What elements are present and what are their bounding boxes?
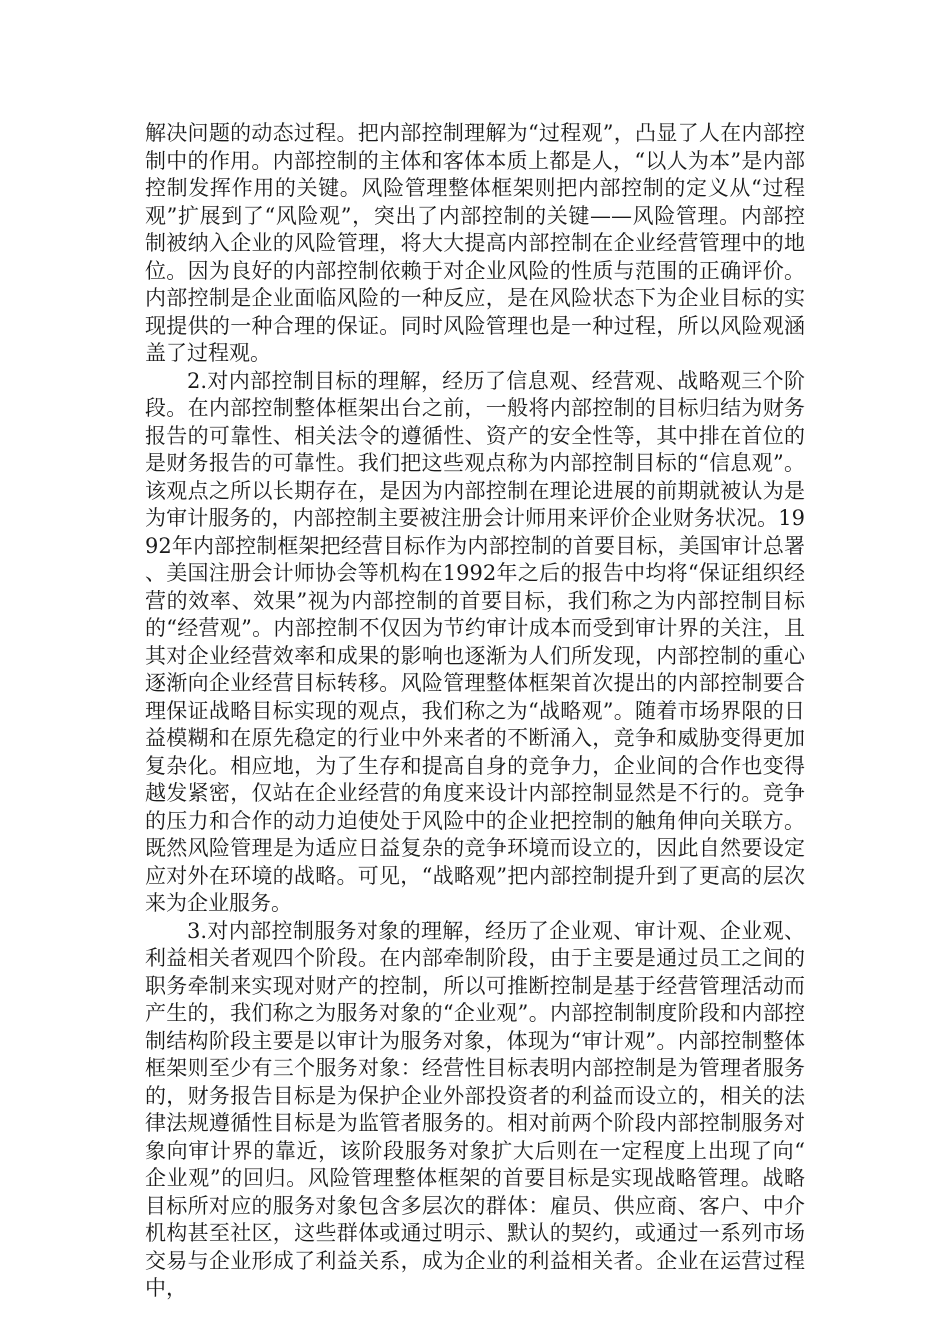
paragraph-control-objectives: 2.对内部控制目标的理解，经历了信息观、经营观、战略观三个阶段。在内部控制整体框架出台之前，一般将内部控制的目标归结为财务报告的可靠性、相关法令的遵循性、资产的安全性等，其中排在首位的是财务报告的可靠性。我们把这些观点称为内部控制目标的“信息观”。该观点之所以长期存在，是因为内部控制在理论进展的前期就被认为是为审计服务的，内部控制主要被注册会计师用来评价企业财务状况。1992年内部控制框架把经营目标作为内部控制的首要目标，美国审计总署、美国注册会计师协会等机构在1992年之后的报告中均将“保证组织经营的效率、效果”视为内部控制的首要目标，我们称之为内部控制目标的“经营观”。内部控制不仅因为节约审计成本而受到审计界的关注，且其对企业经营效率和成果的影响也逐渐为人们所发现，内部控制的重心逐渐向企业经营目标转移。风险管理整体框架首次提出的内部控制要合理保证战略目标实现的观点，我们称之为“战略观”。随着市场界限的日益模糊和在原先稳定的行业中外来者的不断涌入，竞争和威胁变得更加复杂化。相应地，为了生存和提高自身的竞争力，企业间的合作也变得越发紧密，仅站在企业经营的角度来设计内部控制显然是不行的。竞争的压力和合作的动力迫使处于风险中的企业把控制的触角伸向关联方。既然风险管理是为适应日益复杂的竞争环境而设立的，因此自然要设定应对外在环境的战略。可见，“战略观”把内部控制提升到了更高的层次来为企业服务。: [145, 368, 805, 915]
paragraph-process-view: 解决问题的动态过程。把内部控制理解为“过程观”，凸显了人在内部控制中的作用。内部控制的主体和客体本质上都是人，“以人为本”是内部控制发挥作用的关键。风险管理整体框架则把内部控制的定义从“过程观”扩展到了“风险观”，突出了内部控制的关键——风险管理。内部控制被纳入企业的风险管理，将大大提高内部控制在企业经营管理中的地位。因为良好的内部控制依赖于对企业风险的性质与范围的正确评价。内部控制是企业面临风险的一种反应，是在风险状态下为企业目标的实现提供的一种合理的保证。同时风险管理也是一种过程，所以风险观涵盖了过程观。: [145, 121, 805, 365]
document-body: [145, 120, 805, 1303]
paragraph-service-objects: 3.对内部控制服务对象的理解，经历了企业观、审计观、企业观、利益相关者观四个阶段。在内部牵制阶段，由于主要是通过员工之间的职务牵制来实现对财产的控制，所以可推断控制是基于经营管理活动而产生的，我们称之为服务对象的“企业观”。内部控制制度阶段和内部控制结构阶段主要是以审计为服务对象，体现为“审计观”。内部控制整体框架则至少有三个服务对象：经营性目标表明内部控制是为管理者服务的，财务报告目标是为保护企业外部投资者的利益而设立的，相关的法律法规遵循性目标是为监管者服务的。相对前两个阶段内部控制服务对象向审计界的靠近，该阶段服务对象扩大后则在一定程度上出现了向“企业观”的回归。风险管理整体框架的首要目标是实现战略管理。战略目标所对应的服务对象包含多层次的群体：雇员、供应商、客户、中介机构甚至社区，这些群体或通过明示、默认的契约，或通过一系列市场交易与企业形成了利益关系，成为企业的利益相关者。企业在运营过程中，: [145, 918, 805, 1300]
